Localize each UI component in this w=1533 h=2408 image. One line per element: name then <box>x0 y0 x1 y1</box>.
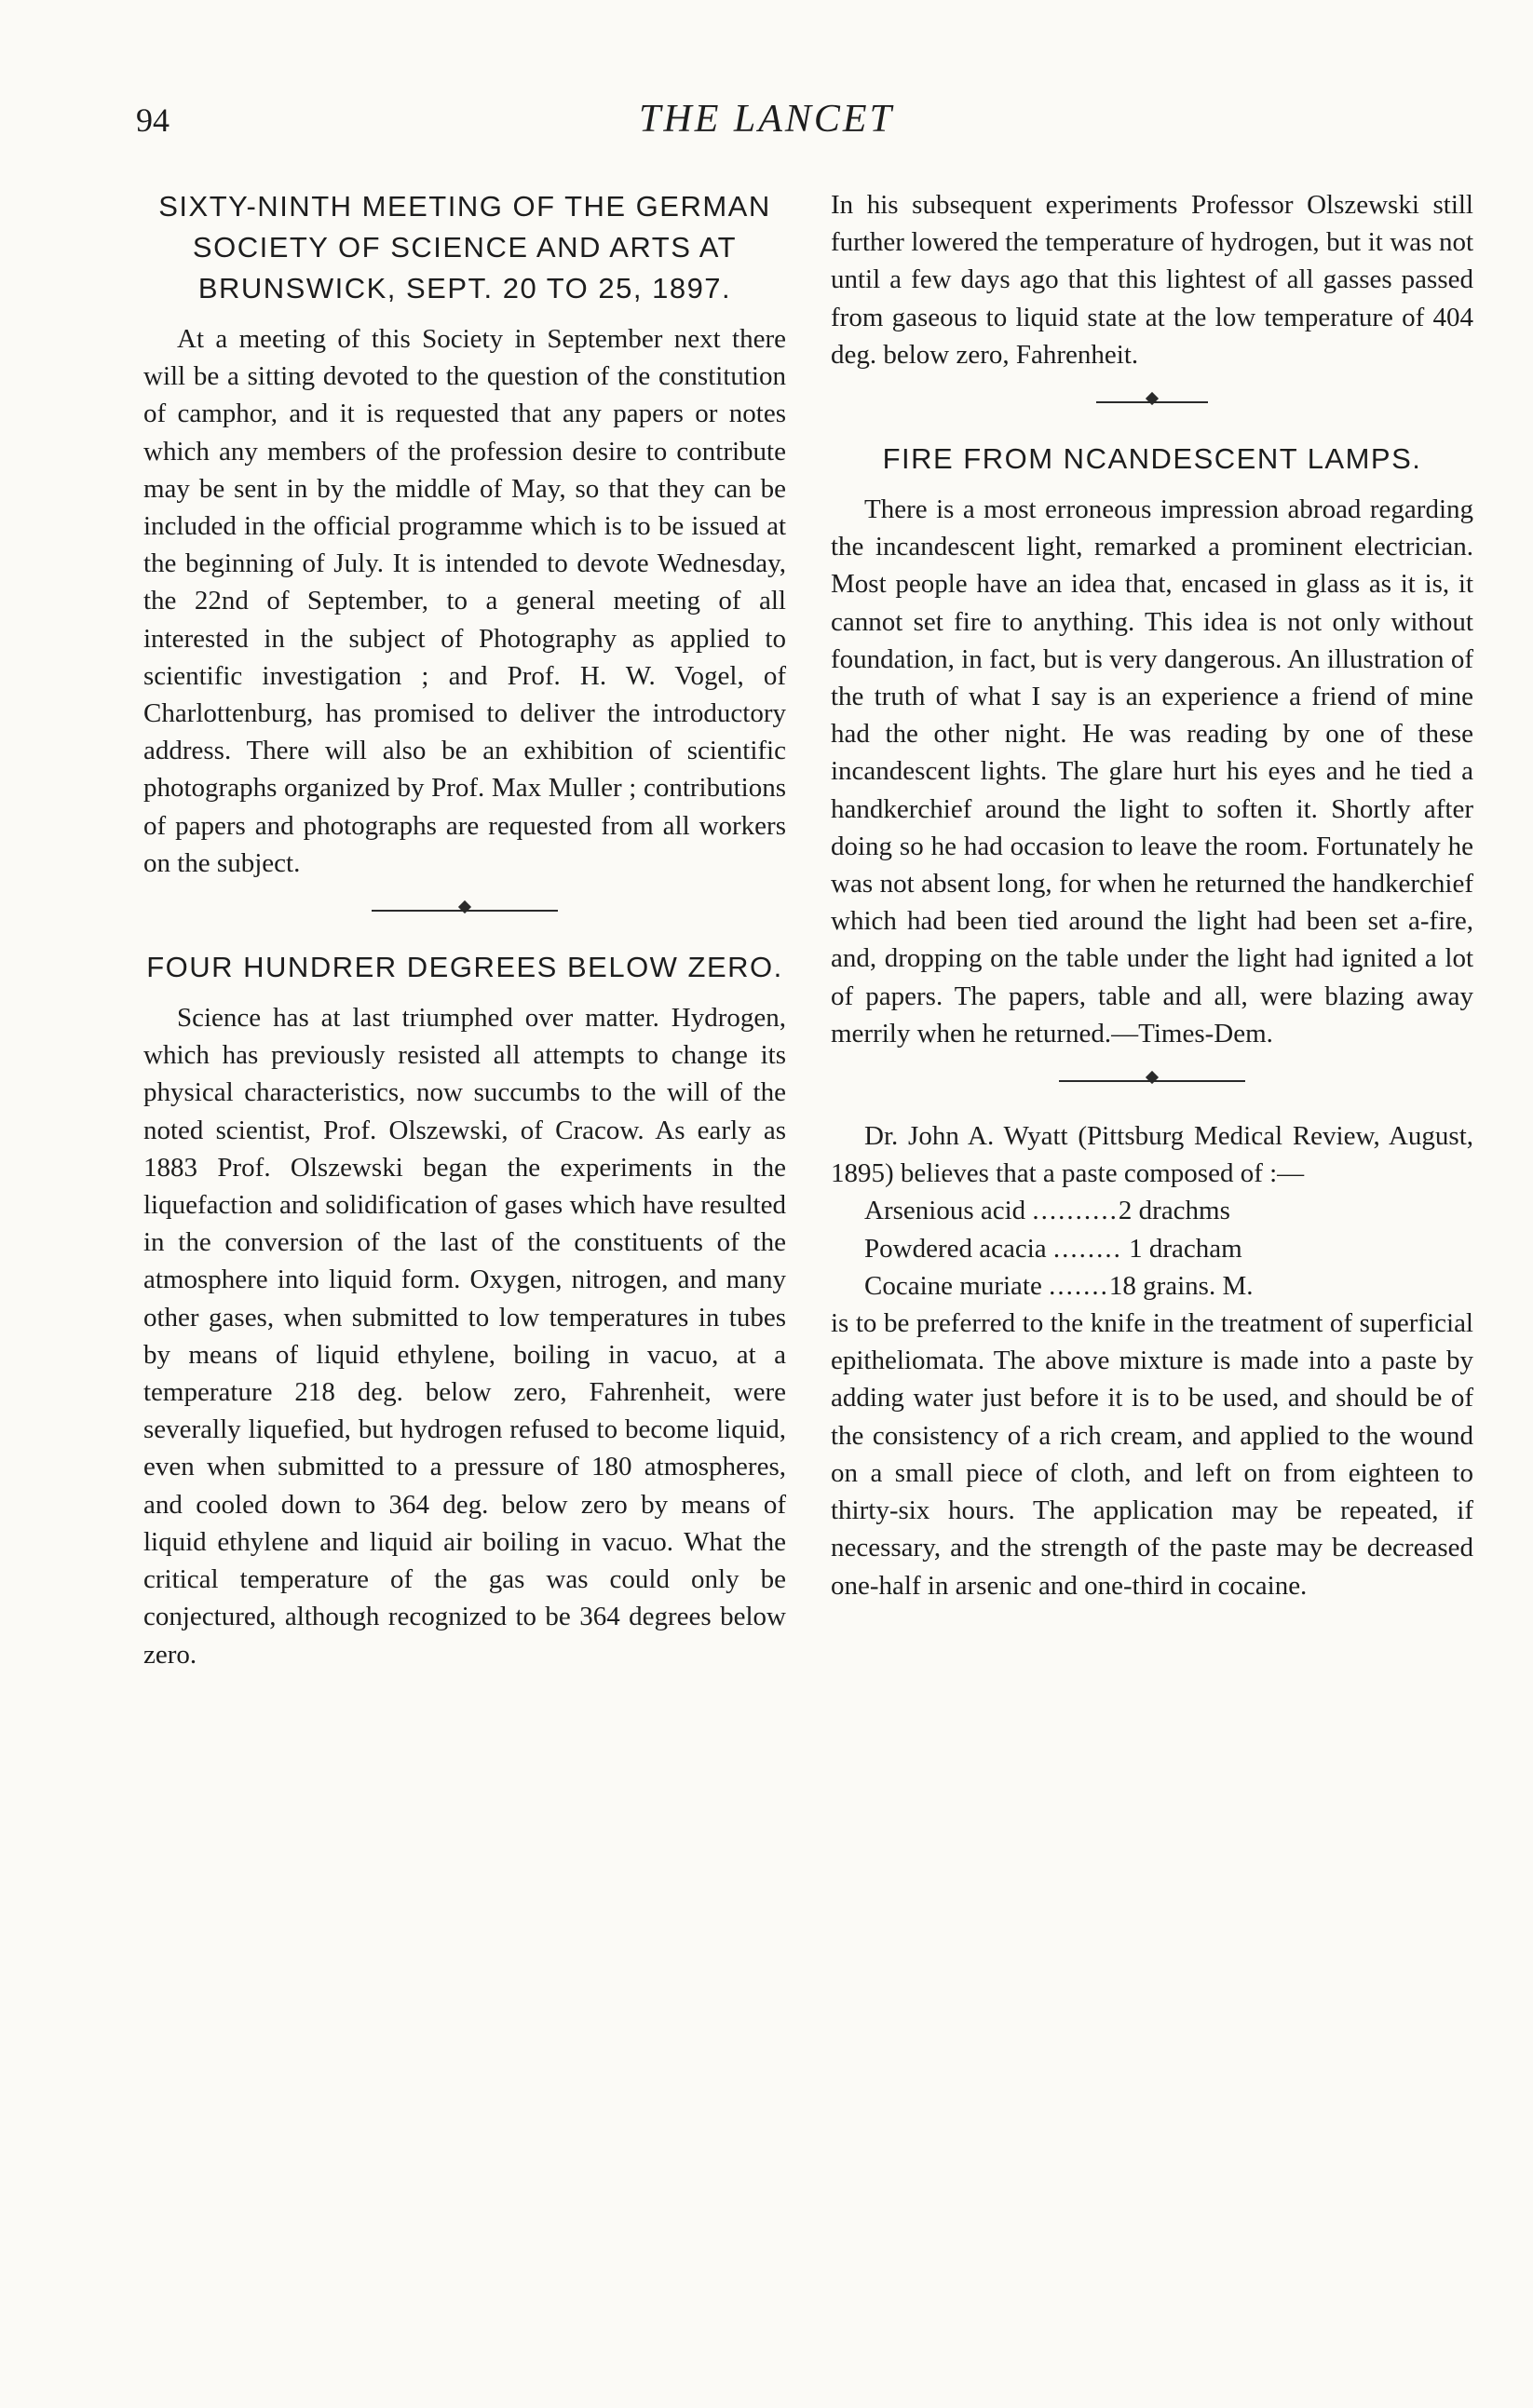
article-body <box>831 186 1473 373</box>
page-number: 94 <box>136 101 170 139</box>
article-paragraph: is to be preferred to the knife in the treatment of superficial epitheliomata. The above mixture is made into a paste by adding water just before it is to be used, and should be of the consistency of a rich cream, and applied to the wound on a small piece of cloth, and left on from eighteen to thirty-six hours. The application may be repeated, if necessary, and the strength of the paste may be decreased one-half in arsenic and one-third in cocaine. <box>831 1308 1473 1601</box>
ingredient-name: Powdered acacia <box>864 1233 1047 1264</box>
article-paragraph: In his subsequent experiments Professor Olszewski still further lowered the temperature of hydrogen, but it was not until a few days ago that this lightest of all gasses passed from gaseous to liquid state at the low temperature of 404 deg. below zero, Fahrenheit. <box>831 190 1473 370</box>
article-intro: Dr. John A. Wyatt (Pittsburg Medical Review, August, 1895) believes that a paste composed of :— <box>831 1121 1473 1189</box>
ingredient-name: Cocaine muriate <box>864 1270 1042 1301</box>
article-german-society-meeting <box>143 186 786 882</box>
article-wyatt-paste <box>831 1117 1473 1604</box>
ornamental-divider <box>372 906 558 915</box>
recipe-item <box>831 1267 1473 1305</box>
article-heading: FIRE FROM NCANDESCENT LAMPS. <box>882 442 1422 476</box>
leader-dots: ........ <box>1052 1233 1122 1264</box>
article-body <box>831 491 1473 1052</box>
article-four-hundred-degrees <box>143 947 786 1673</box>
article-paragraph: Science has at last triumphed over matter. Hydrogen, which has previously resisted all attempts to change its physical characteristics, now succumbs to the will of the noted scientist, Prof. Olszewski, of Cracow. As early as 1883 Prof. Olszewski began the experiments in the liquefaction and solidification of gases which have resulted in the conversion of the last of the constituents of the atmosphere into liquid form. Oxygen, nitrogen, and many other gases, when submitted to low temperatures in tubes by means of liquid ethylene, boiling in vacuo, at a temperature 218 deg. below zero, Fahrenheit, were severally liquefied, but hydrogen refused to become liquid, even when submitted to a pressure of 180 atmospheres, and cooled down to 364 deg. below zero by means of liquid ethylene and liquid air boiling in vacuo. What the critical temperature of the gas was could only be conjectured, although recognized to be 364 degrees below zero. <box>143 1003 786 1670</box>
article-heading: FOUR HUNDRER DEGREES BELOW ZERO. <box>146 951 783 984</box>
article-heading: SIXTY-NINTH MEETING OF THE GERMAN SOCIETY OF SCIENCE AND ARTS AT BRUNSWICK, SEPT. 20 TO 25, 1897. <box>158 190 771 304</box>
diamond-ornament-icon <box>1146 1071 1159 1084</box>
ornamental-divider <box>1096 398 1208 407</box>
leader-dots: .......... <box>1032 1196 1119 1226</box>
article-paragraph: There is a most erroneous impression abroad regarding the incandescent light, remarked a prominent electrician. Most people have an idea that, encased in glass as it is, it cannot set fire to anything. This idea is not only without foundation, in fact, but is very dangerous. An illustration of the truth of what I say is an experience a friend of mine had the other night. He was reading by one of these incandescent lights. The glare hurt his eyes and he tied a handkerchief around the light to soften it. Shortly after doing so he had occasion to leave the room. Fortunately he was not absent long, for when he returned the handkerchief which had been tied around the light had been set a-fire, and, dropping on the table under the light had ignited a lot of papers. The papers, table and all, were blazing away merrily when he returned.—Times-Dem. <box>831 494 1473 1048</box>
recipe-item <box>831 1192 1473 1229</box>
article-body <box>831 1305 1473 1604</box>
ingredient-name: Arsenious acid <box>864 1196 1026 1226</box>
article-body <box>143 999 786 1673</box>
recipe-list <box>831 1192 1473 1305</box>
leader-dots: ....... <box>1049 1270 1109 1301</box>
ingredient-amount: 2 drachms <box>1118 1196 1230 1226</box>
article-body <box>143 320 786 882</box>
ingredient-amount: 18 grains. M. <box>1108 1270 1254 1301</box>
ornamental-divider <box>1059 1076 1245 1086</box>
article-four-hundred-degrees-continued <box>831 186 1473 373</box>
recipe-item <box>831 1230 1473 1267</box>
left-column <box>143 186 786 1688</box>
article-paragraph: At a meeting of this Society in September next there will be a sitting devoted to the question of the constitution of camphor, and it is requested that any papers or notes which any members of the profession desire to contribute may be sent in by the middle of May, so that they can be included in the official programme which is to be issued at the beginning of July. It is intended to devote Wednesday, the 22nd of September, to a general meeting of all interested in the subject of Photography as applied to scientific investigation ; and Prof. H. W. Vogel, of Charlottenburg, has promised to deliver the introductory address. There will also be an exhibition of scientific photographs organized by Prof. Max Muller ; contributions of papers and photographs are requested from all workers on the subject. <box>143 324 786 878</box>
right-column <box>831 186 1473 1619</box>
article-fire-from-lamps <box>831 439 1473 1052</box>
article-body <box>831 1117 1473 1192</box>
running-head: THE LANCET <box>639 98 894 141</box>
diamond-ornament-icon <box>458 900 471 913</box>
ingredient-amount: 1 dracham <box>1129 1233 1242 1264</box>
diamond-ornament-icon <box>1146 392 1159 405</box>
